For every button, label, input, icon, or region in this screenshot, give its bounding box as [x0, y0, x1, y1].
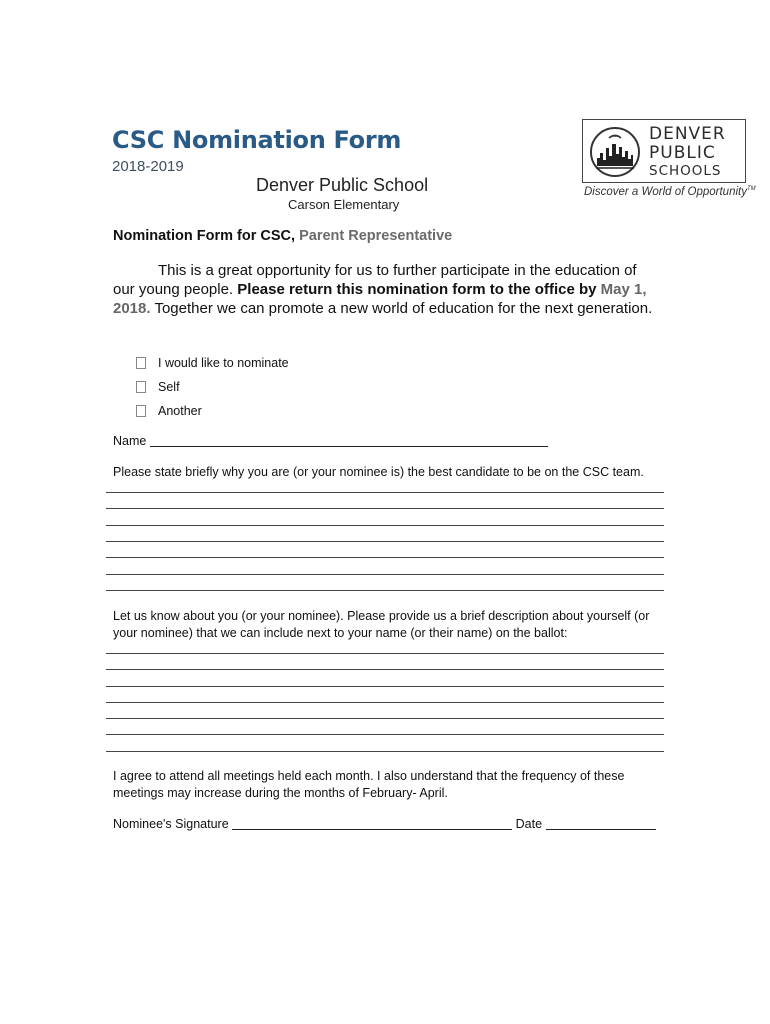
description-line[interactable] — [106, 653, 664, 654]
option-label: Another — [158, 404, 202, 418]
date-label: Date — [515, 817, 543, 831]
intro-deadline-date: May 1, 2018. — [113, 281, 647, 317]
intro-paragraph — [113, 261, 653, 318]
signature-label: Nominee's Signature — [113, 817, 229, 831]
response-line[interactable] — [106, 590, 664, 591]
name-field[interactable] — [150, 434, 548, 447]
response-line[interactable] — [106, 557, 664, 558]
name-label: Name — [113, 434, 147, 448]
intro-text-2: Together we can promote a new world of education for the next generation. — [150, 300, 653, 317]
response-line[interactable] — [106, 574, 664, 575]
checkbox[interactable] — [136, 405, 146, 417]
logo-word-denver: DENVER — [649, 124, 726, 144]
option-self[interactable] — [136, 380, 180, 394]
signature-field[interactable] — [232, 817, 512, 830]
option-nominate[interactable] — [136, 356, 289, 370]
description-line[interactable] — [106, 669, 664, 670]
description-line[interactable] — [106, 686, 664, 687]
description-line[interactable] — [106, 702, 664, 703]
school-year: 2018-2019 — [112, 158, 184, 175]
intro-return-instruction: Please return this nomination form to the office by — [237, 281, 601, 298]
description-line[interactable] — [106, 734, 664, 735]
heading-main: Nomination Form for CSC, — [113, 228, 300, 244]
intro-text-1: This is a great opportunity for us to further participate in the education of our young people. — [113, 262, 637, 298]
why-prompt: Please state briefly why you are (or your nominee is) the best candidate to be on the CSC team. — [113, 465, 644, 479]
response-line[interactable] — [106, 508, 664, 509]
logo-tagline — [584, 186, 756, 198]
campus-name: Carson Elementary — [288, 197, 400, 212]
date-field[interactable] — [546, 817, 656, 830]
signature-row — [113, 817, 656, 831]
checkbox[interactable] — [136, 381, 146, 393]
agreement-text: I agree to attend all meetings held each month. I also understand that the frequency of these meetings may increase during the months of February- April. — [113, 769, 625, 800]
heading-accent: Parent Representative — [299, 228, 453, 244]
response-line[interactable] — [106, 541, 664, 542]
logo-word-schools: SCHOOLS — [649, 163, 722, 179]
checkbox[interactable] — [136, 357, 146, 369]
section-heading — [113, 228, 452, 244]
option-another[interactable] — [136, 404, 202, 418]
description-line[interactable] — [106, 751, 664, 752]
dps-logo — [582, 119, 746, 183]
response-line[interactable] — [106, 525, 664, 526]
school-name: Denver Public School — [256, 175, 429, 195]
tagline-text: Discover a World of Opportunity — [584, 186, 747, 198]
form-title: CSC Nomination Form — [112, 126, 402, 154]
description-line[interactable] — [106, 718, 664, 719]
response-line[interactable] — [106, 492, 664, 493]
option-label: Self — [158, 380, 180, 394]
about-prompt: Let us know about you (or your nominee). Please provide us a brief description about yourself (or your nominee) that we can include next to your name (or their name) on the ballot: — [113, 609, 650, 640]
city-skyline-emblem-icon — [589, 126, 641, 178]
trademark-mark: TM — [746, 186, 756, 193]
name-row — [113, 434, 548, 448]
option-label: I would like to nominate — [158, 356, 289, 370]
logo-word-public: PUBLIC — [649, 143, 716, 163]
